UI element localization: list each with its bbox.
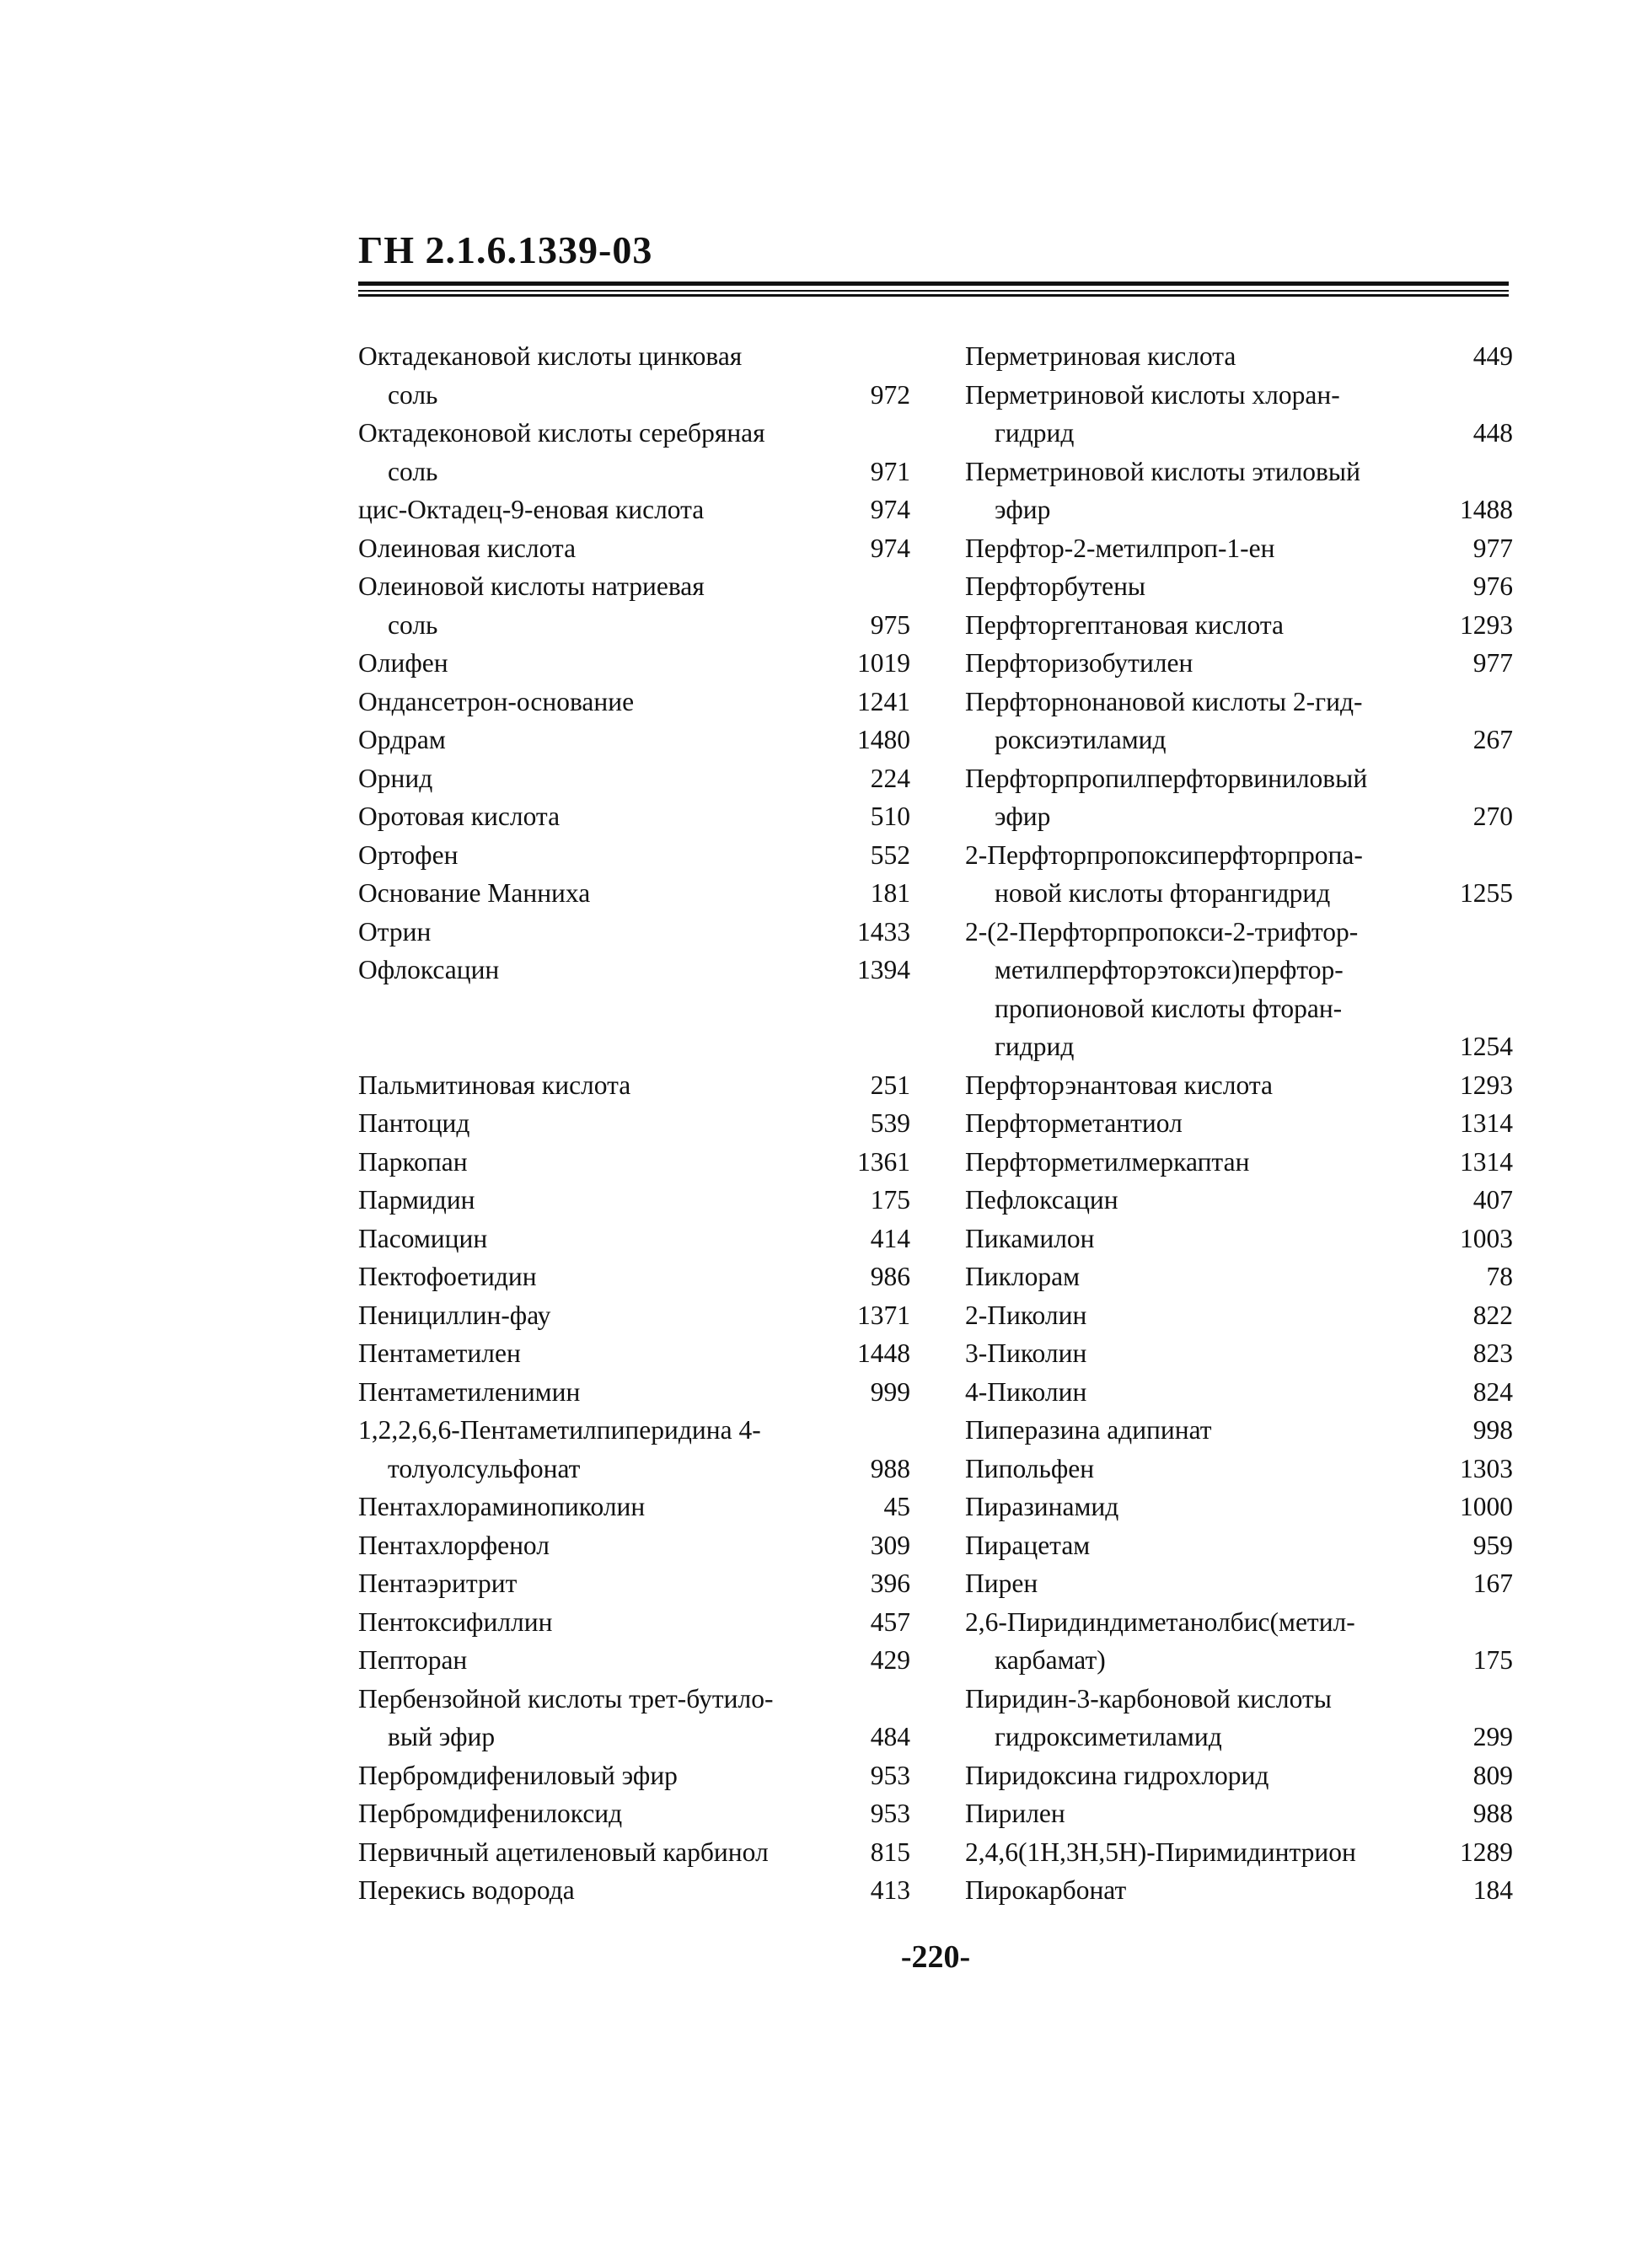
entry-term: Олеиновая кислота <box>358 533 577 563</box>
section-gap <box>358 989 910 1066</box>
entry-page-number: 988 <box>1472 1799 1513 1828</box>
entry-page-number: 45 <box>883 1492 910 1521</box>
entry-term: Октадекановой кислоты цинковая <box>358 341 743 371</box>
index-entry <box>965 721 1513 759</box>
entry-term: Пирацетам <box>965 1530 1091 1560</box>
entry-page-number: 1488 <box>1460 495 1513 524</box>
index-entry <box>965 951 1513 989</box>
index-entry <box>965 1104 1513 1143</box>
index-entry <box>358 1258 910 1296</box>
entry-page-number: 1314 <box>1460 1108 1513 1138</box>
index-entry <box>358 1641 910 1680</box>
index-entry <box>965 491 1513 529</box>
index-entry <box>965 1066 1513 1105</box>
entry-term: Пербромдифенилоксид <box>358 1799 623 1828</box>
index-entry <box>965 1220 1513 1258</box>
entry-page-number: 977 <box>1472 648 1513 678</box>
entry-page-number: 953 <box>870 1799 910 1828</box>
index-entry <box>965 1334 1513 1373</box>
entry-page-number: 78 <box>1486 1262 1513 1291</box>
index-entry <box>965 644 1513 683</box>
index-entry <box>965 874 1513 913</box>
entry-term: роксиэтиламид <box>995 725 1167 754</box>
index-entry <box>358 606 910 645</box>
entry-page-number: 457 <box>870 1606 910 1637</box>
entry-page-number: 270 <box>1472 802 1513 831</box>
index-entry <box>358 759 910 798</box>
index-entry <box>358 1680 910 1719</box>
entry-term: пропионовой кислоты фторан- <box>995 993 1343 1023</box>
entry-term: Перфторметилмеркаптан <box>965 1146 1250 1177</box>
entry-page-number: 824 <box>1472 1376 1513 1407</box>
entry-term: 2-(2-Перфторпропокси-2-трифтор- <box>965 916 1359 947</box>
entry-term: 1,2,2,6,6-Пентаметилпиперидина 4- <box>358 1415 761 1445</box>
index-entry <box>965 376 1513 415</box>
entry-term: Ондансетрон-основание <box>358 686 635 716</box>
entry-page-number: 299 <box>1472 1722 1513 1751</box>
entry-page-number: 175 <box>870 1185 910 1215</box>
entry-term: Перфторгептановая кислота <box>965 609 1284 640</box>
index-entry <box>965 414 1513 453</box>
entry-page-number: 972 <box>870 379 910 410</box>
entry-term: метилперфторэтокси)перфтор- <box>995 955 1344 984</box>
entry-term: 4-Пиколин <box>965 1376 1087 1407</box>
index-entry <box>965 1680 1513 1719</box>
entry-page-number: 552 <box>870 839 910 870</box>
header-rule-bottom <box>358 294 1509 297</box>
index-entry <box>965 1603 1513 1642</box>
entry-term: цис-Октадец-9-еновая кислота <box>358 495 705 524</box>
entry-term: 2,6-Пиридиндиметанолбис(метил- <box>965 1606 1355 1637</box>
index-entry <box>965 337 1513 376</box>
entry-term: Перфторизобутилен <box>965 648 1193 678</box>
entry-term: Пентаэритрит <box>358 1569 518 1598</box>
index-entry <box>358 797 910 836</box>
index-entry <box>965 797 1513 836</box>
index-entry <box>965 913 1513 952</box>
entry-term: Перфтор-2-метилпроп-1-ен <box>965 533 1275 563</box>
entry-page-number: 986 <box>870 1262 910 1291</box>
entry-term: соль <box>388 609 438 640</box>
index-entry <box>965 1488 1513 1526</box>
entry-term: Перметриновой кислоты хлоран- <box>965 379 1340 410</box>
entry-page-number: 815 <box>870 1837 910 1867</box>
entry-term: Пентаметилен <box>358 1338 521 1368</box>
entry-term: толуолсульфонат <box>388 1453 581 1483</box>
entry-term: Пенициллин-фау <box>358 1300 551 1330</box>
header-rule-top <box>358 282 1509 286</box>
entry-term: гидрид <box>995 418 1075 448</box>
entry-page-number: 449 <box>1472 341 1513 371</box>
entry-term: Перметриновой кислоты этиловый <box>965 456 1360 486</box>
index-entry <box>358 414 910 453</box>
entry-term: Олеиновой кислоты натриевая <box>358 571 705 601</box>
index-entry <box>965 683 1513 721</box>
index-entry <box>358 1411 910 1450</box>
index-entry <box>965 1181 1513 1220</box>
index-entry <box>965 1450 1513 1488</box>
index-entry <box>965 1756 1513 1795</box>
index-entry <box>965 567 1513 606</box>
index-column-left <box>358 337 910 1910</box>
entry-term: Отрин <box>358 916 432 947</box>
entry-page-number: 974 <box>870 533 910 563</box>
index-entry <box>358 1718 910 1756</box>
entry-term: Пиперазина адипинат <box>965 1415 1212 1445</box>
entry-term: 2-Пиколин <box>965 1300 1087 1330</box>
entry-page-number: 998 <box>1472 1415 1513 1445</box>
entry-page-number: 1314 <box>1460 1146 1513 1177</box>
entry-page-number: 1361 <box>857 1146 910 1177</box>
entry-term: эфир <box>995 802 1051 831</box>
entry-term: Октадеконовой кислоты серебряная <box>358 418 765 448</box>
entry-term: Пектофоетидин <box>358 1262 537 1291</box>
entry-page-number: 267 <box>1472 725 1513 754</box>
entry-page-number: 1293 <box>1460 609 1513 640</box>
index-entry <box>358 1450 910 1488</box>
index-entry <box>965 1794 1513 1833</box>
entry-page-number: 539 <box>870 1108 910 1138</box>
entry-page-number: 448 <box>1472 418 1513 448</box>
entry-page-number: 1000 <box>1460 1492 1513 1521</box>
index-entry <box>358 1794 910 1833</box>
index-entry <box>965 1258 1513 1296</box>
entry-term: 3-Пиколин <box>965 1338 1087 1368</box>
entry-term: Пикамилон <box>965 1223 1095 1253</box>
index-column-right <box>965 337 1513 1910</box>
entry-page-number: 1303 <box>1460 1453 1513 1483</box>
index-entry <box>965 1526 1513 1565</box>
index-entry <box>358 1334 910 1373</box>
entry-term: Пантоцид <box>358 1108 470 1138</box>
index-entry <box>965 606 1513 645</box>
index-entry <box>358 951 910 989</box>
entry-page-number: 999 <box>870 1376 910 1407</box>
entry-page-number: 976 <box>1472 571 1513 601</box>
index-entry <box>358 1066 910 1105</box>
index-entry <box>965 1143 1513 1182</box>
entry-term: Пасомицин <box>358 1223 488 1253</box>
entry-page-number: 1255 <box>1460 878 1513 908</box>
index-entry <box>965 1564 1513 1603</box>
entry-term: Перфторметантиол <box>965 1108 1183 1138</box>
entry-term: Пармидин <box>358 1185 475 1215</box>
entry-term: Ортофен <box>358 839 459 870</box>
entry-term: Пирилен <box>965 1799 1065 1828</box>
index-entry <box>358 913 910 952</box>
header-rule-middle <box>358 290 1509 292</box>
entry-page-number: 1433 <box>857 916 910 947</box>
index-entry <box>965 1411 1513 1450</box>
index-entry <box>358 1143 910 1182</box>
entry-term: гидрид <box>995 1032 1075 1061</box>
page-number: -220- <box>900 1939 971 1975</box>
entry-page-number: 484 <box>870 1722 910 1751</box>
entry-term: Пербромдифениловый эфир <box>358 1760 678 1790</box>
index-entry <box>358 1603 910 1642</box>
entry-term: Пирен <box>965 1569 1038 1598</box>
entry-page-number: 975 <box>870 609 910 640</box>
entry-term: Пиклорам <box>965 1262 1081 1291</box>
entry-term: Пепторан <box>358 1645 468 1675</box>
entry-term: эфир <box>995 495 1051 524</box>
entry-term: Ордрам <box>358 725 446 754</box>
index-entry <box>965 1641 1513 1680</box>
index-entry <box>358 1833 910 1872</box>
index-entry <box>358 1181 910 1220</box>
index-entry <box>358 1871 910 1910</box>
entry-term: Олифен <box>358 648 448 678</box>
entry-term: Пефлоксацин <box>965 1185 1118 1215</box>
entry-page-number: 184 <box>1472 1875 1513 1905</box>
index-entry <box>358 1756 910 1795</box>
entry-page-number: 251 <box>870 1070 910 1100</box>
entry-page-number: 1019 <box>857 648 910 678</box>
index-entry <box>358 836 910 875</box>
entry-page-number: 1254 <box>1460 1032 1513 1061</box>
index-entry <box>965 1833 1513 1872</box>
index-entry <box>965 1871 1513 1910</box>
entry-page-number: 974 <box>870 495 910 524</box>
entry-page-number: 822 <box>1472 1300 1513 1330</box>
document-header: ГН 2.1.6.1339-03 <box>358 228 653 271</box>
entry-page-number: 959 <box>1472 1530 1513 1560</box>
index-entry <box>358 1104 910 1143</box>
entry-term: Пальмитиновая кислота <box>358 1070 631 1100</box>
entry-term: Офлоксацин <box>358 955 500 984</box>
index-entry <box>358 529 910 568</box>
index-entry <box>358 1526 910 1565</box>
entry-page-number: 1293 <box>1460 1070 1513 1100</box>
entry-page-number: 413 <box>870 1875 910 1905</box>
entry-term: Первичный ацетиленовый карбинол <box>358 1837 769 1867</box>
entry-term: новой кислоты фторангидрид <box>995 878 1331 908</box>
index-entry <box>358 1373 910 1412</box>
entry-term: Пипольфен <box>965 1453 1095 1483</box>
entry-term: Пербензойной кислоты трет-бутило- <box>358 1683 774 1713</box>
index-entry <box>965 529 1513 568</box>
index-entry <box>358 337 910 376</box>
entry-page-number: 1371 <box>857 1300 910 1330</box>
entry-term: гидроксиметиламид <box>995 1722 1222 1751</box>
entry-term: Паркопан <box>358 1146 468 1177</box>
index-entry <box>358 874 910 913</box>
index-entry <box>358 1564 910 1603</box>
index-entry <box>965 1296 1513 1335</box>
entry-page-number: 429 <box>870 1645 910 1675</box>
entry-term: Перфторнонановой кислоты 2-гид- <box>965 686 1363 716</box>
entry-page-number: 988 <box>870 1453 910 1483</box>
entry-term: Оротовая кислота <box>358 802 560 831</box>
entry-term: Пиразинамид <box>965 1492 1119 1521</box>
entry-term: Основание Манниха <box>358 878 591 908</box>
index-entry <box>358 683 910 721</box>
entry-page-number: 953 <box>870 1760 910 1790</box>
index-entry <box>965 1373 1513 1412</box>
entry-term: Перметриновая кислота <box>965 341 1236 371</box>
entry-term: Пентоксифиллин <box>358 1606 553 1637</box>
entry-page-number: 1480 <box>857 725 910 754</box>
entry-page-number: 407 <box>1472 1185 1513 1215</box>
entry-term: Перфторпропилперфторвиниловый <box>965 763 1368 793</box>
entry-term: Перфторэнантовая кислота <box>965 1070 1273 1100</box>
index-entry <box>965 989 1513 1028</box>
entry-page-number: 510 <box>870 802 910 831</box>
entry-page-number: 396 <box>870 1569 910 1598</box>
entry-term: Орнид <box>358 763 433 793</box>
entry-page-number: 977 <box>1472 533 1513 563</box>
entry-term: Пентахлорфенол <box>358 1530 550 1560</box>
entry-term: соль <box>388 456 438 486</box>
entry-page-number: 809 <box>1472 1760 1513 1790</box>
index-entry <box>358 1220 910 1258</box>
entry-term: вый эфир <box>388 1722 496 1751</box>
entry-page-number: 823 <box>1472 1338 1513 1368</box>
index-entry <box>965 1027 1513 1066</box>
entry-term: Перфторбутены <box>965 571 1146 601</box>
entry-page-number: 414 <box>870 1223 910 1253</box>
entry-term: Пиридин-3-карбоновой кислоты <box>965 1683 1332 1713</box>
index-entry <box>358 644 910 683</box>
entry-page-number: 224 <box>870 763 910 793</box>
index-entry <box>358 1488 910 1526</box>
entry-term: соль <box>388 379 438 410</box>
index-entry <box>965 759 1513 798</box>
entry-page-number: 1448 <box>857 1338 910 1368</box>
entry-term: 2,4,6(1Н,3Н,5Н)-Пиримидинтрион <box>965 1837 1356 1867</box>
entry-page-number: 181 <box>870 878 910 908</box>
index-entry <box>965 1718 1513 1756</box>
entry-term: карбамат) <box>995 1645 1106 1675</box>
index-entry <box>358 721 910 759</box>
entry-term: 2-Перфторпропоксиперфторпропа- <box>965 839 1363 870</box>
entry-page-number: 167 <box>1472 1569 1513 1598</box>
entry-page-number: 1241 <box>857 686 910 716</box>
index-entry <box>358 376 910 415</box>
index-entry <box>965 453 1513 491</box>
entry-term: Пентаметиленимин <box>358 1376 581 1407</box>
index-entry <box>358 453 910 491</box>
entry-page-number: 1394 <box>857 955 910 984</box>
entry-page-number: 1289 <box>1460 1837 1513 1867</box>
entry-page-number: 1003 <box>1460 1223 1513 1253</box>
index-entry <box>965 836 1513 875</box>
entry-term: Пентахлораминопиколин <box>358 1492 646 1521</box>
entry-page-number: 309 <box>870 1530 910 1560</box>
index-entry <box>358 567 910 606</box>
entry-term: Пиридоксина гидрохлорид <box>965 1760 1269 1790</box>
index-entry <box>358 491 910 529</box>
entry-page-number: 971 <box>870 456 910 486</box>
index-entry <box>358 1296 910 1335</box>
entry-term: Перекись водорода <box>358 1875 575 1905</box>
entry-term: Пирокарбонат <box>965 1875 1127 1905</box>
entry-page-number: 175 <box>1472 1645 1513 1675</box>
